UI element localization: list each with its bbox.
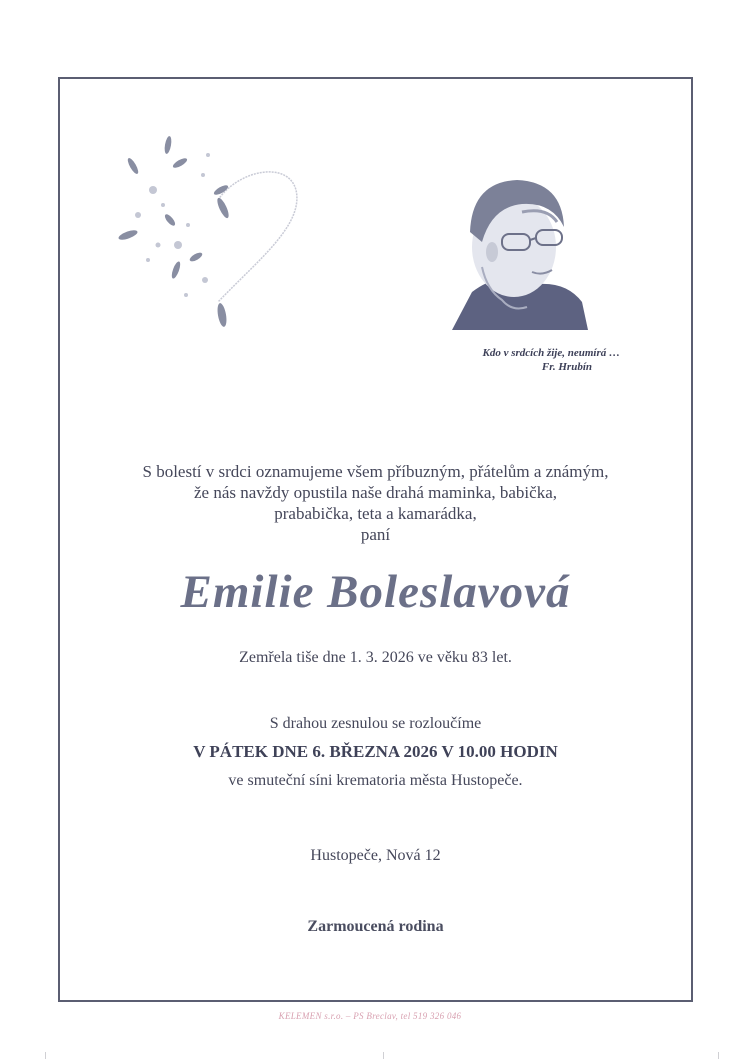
funeral-datetime: V PÁTEK DNE 6. BŘEZNA 2026 V 10.00 HODIN — [193, 742, 558, 761]
intro-line: paní — [360, 525, 391, 544]
heart-leaves-ornament-icon — [108, 130, 318, 340]
scan-edge-marks — [0, 1052, 750, 1060]
epigraph-quote — [420, 346, 620, 374]
quote-author: Fr. Hrubín — [541, 361, 592, 373]
portrait-photo — [452, 172, 588, 330]
intro-line: S bolestí v srdci oznamujeme všem příbuzným, přátelům a známým, — [142, 462, 609, 481]
death-notice: Zemřela tiše dne 1. 3. 2026 ve věku 83 let. — [239, 649, 512, 666]
intro-line: že nás navždy opustila naše drahá maminka, babička, — [193, 483, 557, 502]
signature: Zarmoucená rodina — [307, 918, 444, 935]
farewell-intro: S drahou zesnulou se rozloučíme — [269, 715, 482, 732]
deceased-name: Emilie Boleslavová — [180, 566, 571, 618]
funeral-place: ve smuteční síni krematoria města Hustopeče. — [228, 772, 523, 789]
funeral-service-footer: KELEMEN s.r.o. – PS Breclav, tel 519 326 046 — [278, 1011, 462, 1021]
announcement-intro — [60, 461, 691, 545]
intro-line: prababička, teta a kamarádka, — [274, 504, 477, 523]
family-address: Hustopeče, Nová 12 — [310, 847, 441, 864]
quote-text: Kdo v srdcích žije, neumírá … — [482, 347, 620, 359]
